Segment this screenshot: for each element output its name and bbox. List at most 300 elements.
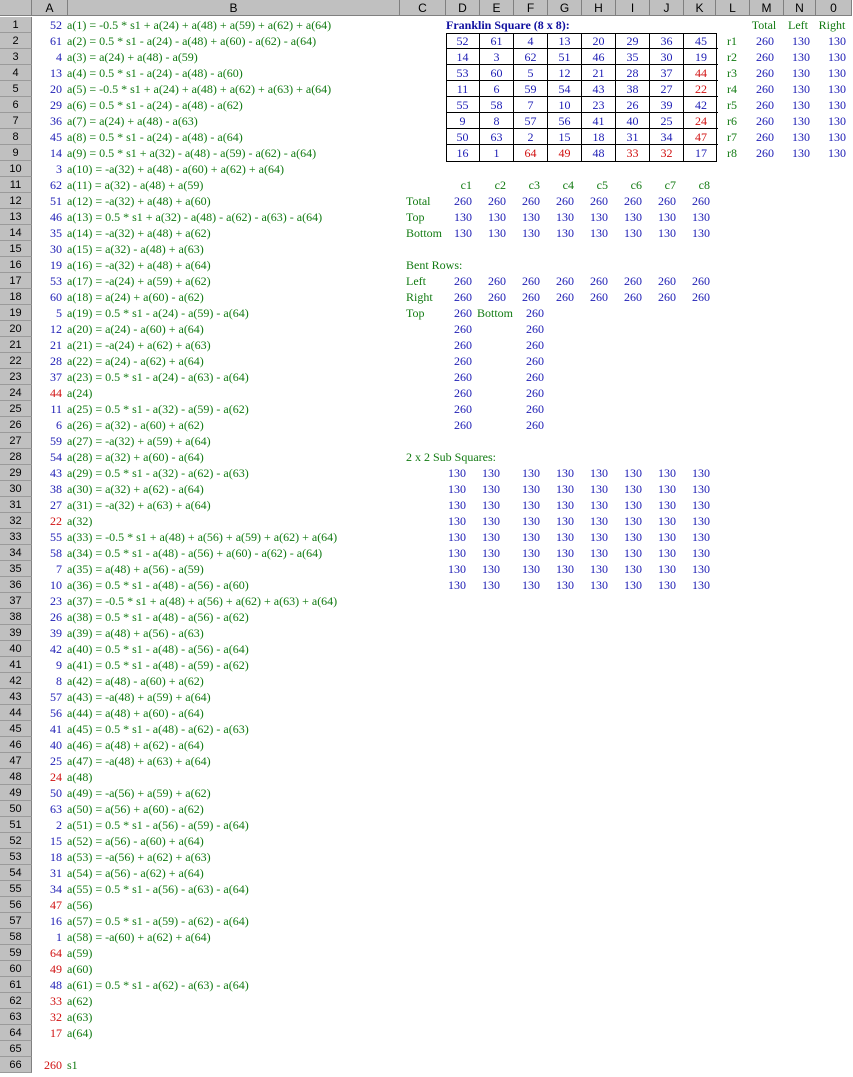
cell-b-formula[interactable]: a(21) = -a(24) + a(62) + a(63) [67, 338, 211, 352]
cell-a-value[interactable]: 31 [50, 866, 62, 880]
cell-b-formula[interactable]: s1 [67, 1058, 78, 1072]
square-cell[interactable]: 23 [582, 97, 616, 113]
row-header[interactable]: 49 [0, 785, 32, 801]
row-header[interactable]: 24 [0, 385, 32, 401]
row-header[interactable]: 26 [0, 417, 32, 433]
cell-a-value[interactable]: 28 [50, 354, 62, 368]
row-sum: 260 [756, 66, 774, 80]
row-header[interactable]: 7 [0, 113, 32, 129]
square-cell[interactable]: 52 [446, 33, 480, 49]
column-header[interactable]: B [68, 0, 400, 16]
row-header[interactable]: 59 [0, 945, 32, 961]
cell-b-formula[interactable]: a(40) = 0.5 * s1 - a(48) - a(56) - a(64) [67, 642, 249, 656]
cell-a-value[interactable]: 19 [50, 258, 62, 272]
row-header[interactable]: 62 [0, 993, 32, 1009]
row-header[interactable]: 48 [0, 769, 32, 785]
row-header[interactable]: 51 [0, 817, 32, 833]
square-cell[interactable]: 31 [616, 129, 650, 145]
cell-b-formula[interactable]: a(46) = a(48) + a(62) - a(64) [67, 738, 204, 752]
row-header[interactable]: 16 [0, 257, 32, 273]
square-cell[interactable]: 1 [480, 145, 514, 161]
cell-b-formula[interactable]: a(63) [67, 1010, 93, 1024]
col-value: 260 [624, 194, 642, 208]
cell-a-value[interactable]: 42 [50, 642, 62, 656]
cell-b-formula[interactable]: a(64) [67, 1026, 93, 1040]
row-header[interactable]: 29 [0, 465, 32, 481]
cell-b-formula[interactable]: a(17) = -a(24) + a(59) + a(62) [67, 274, 211, 288]
square-cell[interactable]: 17 [695, 146, 707, 160]
row-header[interactable]: 58 [0, 929, 32, 945]
cell-b-formula[interactable]: a(14) = -a(32) + a(48) + a(62) [67, 226, 211, 240]
row-header[interactable]: 46 [0, 737, 32, 753]
square-cell[interactable]: 61 [480, 33, 514, 49]
cell-b-formula[interactable]: a(19) = 0.5 * s1 - a(24) - a(59) - a(64) [67, 306, 249, 320]
cell-b-formula[interactable]: a(30) = a(32) + a(62) - a(64) [67, 482, 204, 496]
row-header[interactable]: 5 [0, 81, 32, 97]
col-value: 130 [454, 226, 472, 240]
cell-b-formula[interactable]: a(57) = 0.5 * s1 - a(59) - a(62) - a(64) [67, 914, 249, 928]
column-header[interactable]: D [446, 0, 480, 16]
square-cell[interactable]: 44 [684, 65, 718, 81]
square-cell[interactable]: 6 [480, 81, 514, 97]
select-all-corner[interactable] [0, 0, 32, 16]
cell-b-formula[interactable]: a(26) = a(32) - a(60) + a(62) [67, 418, 204, 432]
square-cell[interactable]: 24 [684, 113, 718, 129]
cell-a-value[interactable]: 27 [50, 498, 62, 512]
cell-a-value[interactable]: 43 [50, 466, 62, 480]
cell-b-formula[interactable]: a(55) = 0.5 * s1 - a(56) - a(63) - a(64) [67, 882, 249, 896]
square-cell[interactable]: 14 [446, 49, 480, 65]
square-cell[interactable]: 38 [616, 81, 650, 97]
cell-b-formula[interactable]: a(48) [67, 770, 93, 784]
cell-b-formula[interactable]: a(31) = -a(32) + a(63) + a(64) [67, 498, 211, 512]
square-cell[interactable]: 49 [548, 145, 582, 161]
cell-b-formula[interactable]: a(6) = 0.5 * s1 - a(24) - a(48) - a(62) [67, 98, 243, 112]
cell-b-formula[interactable]: a(42) = a(48) - a(60) + a(62) [67, 674, 204, 688]
cell-a-value[interactable]: 20 [50, 82, 62, 96]
square-cell[interactable]: 28 [616, 65, 650, 81]
cell-a-value[interactable]: 50 [50, 786, 62, 800]
row-header[interactable]: 11 [0, 177, 32, 193]
square-cell[interactable]: 43 [582, 81, 616, 97]
cell-b-formula[interactable]: a(35) = a(48) + a(56) - a(59) [67, 562, 204, 576]
cell-a-value[interactable]: 38 [50, 482, 62, 496]
cell-b-formula[interactable]: a(18) = a(24) + a(60) - a(62) [67, 290, 204, 304]
cell-a-value[interactable]: 53 [50, 274, 62, 288]
row-sum: 130 [828, 82, 846, 96]
square-cell[interactable]: 10 [548, 97, 582, 113]
column-header[interactable]: I [616, 0, 650, 16]
column-header[interactable]: K [684, 0, 716, 16]
cell-a-value[interactable]: 7 [56, 562, 62, 576]
row-header[interactable]: 42 [0, 673, 32, 689]
cell-b-formula[interactable]: a(47) = -a(48) + a(63) + a(64) [67, 754, 211, 768]
cell-a-value[interactable]: 61 [50, 34, 62, 48]
sub-square-value: 130 [692, 578, 710, 592]
cell-a-value[interactable]: 16 [50, 914, 62, 928]
square-cell[interactable]: 20 [582, 33, 616, 49]
cell-b-formula[interactable]: a(34) = 0.5 * s1 - a(48) - a(56) + a(60) - a(62) - a(64) [67, 546, 323, 560]
cell-a-value[interactable]: 3 [56, 162, 62, 176]
cell-b-formula[interactable]: a(12) = -a(32) + a(48) + a(60) [67, 194, 211, 208]
cell-b-formula[interactable]: a(39) = a(48) + a(56) - a(63) [67, 626, 204, 640]
square-cell[interactable]: 9 [446, 113, 480, 129]
row-header[interactable]: 28 [0, 449, 32, 465]
row-header[interactable]: 43 [0, 689, 32, 705]
cell-b-formula[interactable]: a(56) [67, 898, 93, 912]
row-header[interactable]: 61 [0, 977, 32, 993]
bent-left-value: 260 [692, 274, 710, 288]
square-cell[interactable]: 41 [582, 113, 616, 129]
square-cell[interactable]: 42 [684, 97, 718, 113]
row-header[interactable]: 31 [0, 497, 32, 513]
row-header[interactable]: 37 [0, 593, 32, 609]
square-cell[interactable]: 48 [582, 145, 616, 161]
row-header[interactable]: 9 [0, 145, 32, 161]
row-header[interactable]: 50 [0, 801, 32, 817]
cell-a-value[interactable]: 63 [50, 802, 62, 816]
col-header-label: c7 [664, 178, 676, 192]
row-header[interactable]: 40 [0, 641, 32, 657]
cell-a-value[interactable]: 30 [50, 242, 62, 256]
square-cell[interactable]: 4 [514, 33, 548, 49]
row-header[interactable]: 36 [0, 577, 32, 593]
cell-b-formula[interactable]: a(24) [67, 386, 93, 400]
column-header[interactable]: G [548, 0, 582, 16]
row-header[interactable]: 30 [0, 481, 32, 497]
square-cell[interactable]: 7 [514, 97, 548, 113]
square-cell[interactable]: 3 [480, 49, 514, 65]
sub-square-value: 130 [448, 578, 466, 592]
square-cell[interactable]: 26 [616, 97, 650, 113]
cell-a-value[interactable]: 22 [50, 514, 62, 528]
cell-a-value[interactable]: 260 [44, 1058, 62, 1072]
square-cell[interactable]: 18 [582, 129, 616, 145]
cell-b-formula[interactable]: a(3) = a(24) + a(48) - a(59) [67, 50, 198, 64]
cell-b-formula[interactable]: a(1) = -0.5 * s1 + a(24) + a(48) + a(59) + a(62) + a(64) [67, 18, 332, 32]
square-cell[interactable]: 56 [548, 113, 582, 129]
row-header[interactable]: 65 [0, 1041, 32, 1057]
cell-a-value[interactable]: 56 [50, 706, 62, 720]
square-cell[interactable]: 39 [650, 97, 684, 113]
cell-b-formula[interactable]: a(53) = -a(56) + a(62) + a(63) [67, 850, 211, 864]
cell-b-formula[interactable]: a(2) = 0.5 * s1 - a(24) - a(48) + a(60) - a(62) - a(64) [67, 34, 317, 48]
cell-b-formula[interactable]: a(45) = 0.5 * s1 - a(48) - a(62) - a(63) [67, 722, 249, 736]
cell-a-value[interactable]: 18 [50, 850, 62, 864]
row-header[interactable]: 3 [0, 49, 32, 65]
cell-b-formula[interactable]: a(23) = 0.5 * s1 - a(24) - a(63) - a(64) [67, 370, 249, 384]
square-cell[interactable]: 53 [446, 65, 480, 81]
column-header[interactable]: F [514, 0, 548, 16]
cell-b-formula[interactable]: a(58) = -a(60) + a(62) + a(64) [67, 930, 211, 944]
square-cell[interactable]: 25 [650, 113, 684, 129]
row-header[interactable]: 15 [0, 241, 32, 257]
square-cell[interactable]: 35 [616, 49, 650, 65]
square-cell[interactable]: 63 [480, 129, 514, 145]
row-header[interactable]: 23 [0, 369, 32, 385]
cell-b-formula[interactable]: a(44) = a(48) + a(60) - a(64) [67, 706, 204, 720]
cell-b-formula[interactable]: a(61) = 0.5 * s1 - a(62) - a(63) - a(64) [67, 978, 249, 992]
cell-a-value[interactable]: 11 [50, 402, 62, 416]
cell-a-value[interactable]: 4 [56, 50, 62, 64]
cell-a-value[interactable]: 13 [50, 66, 62, 80]
bent-top-value: 260 [454, 418, 472, 432]
cell-b-formula[interactable]: a(54) = a(56) - a(62) + a(64) [67, 866, 204, 880]
cell-a-value[interactable]: 52 [50, 18, 62, 32]
row-header[interactable]: 53 [0, 849, 32, 865]
cell-a-value[interactable]: 39 [50, 626, 62, 640]
col-header-label: c5 [596, 178, 608, 192]
row-header[interactable]: 27 [0, 433, 32, 449]
square-cell[interactable]: 55 [446, 97, 480, 113]
row-header[interactable]: 10 [0, 161, 32, 177]
row-header[interactable]: 39 [0, 625, 32, 641]
cell-a-value[interactable]: 6 [56, 418, 62, 432]
cell-a-value[interactable]: 59 [50, 434, 62, 448]
cell-a-value[interactable]: 60 [50, 290, 62, 304]
cell-a-value[interactable]: 8 [56, 674, 62, 688]
square-cell[interactable]: 64 [514, 145, 548, 161]
cell-b-formula[interactable]: a(60) [67, 962, 93, 976]
row-header[interactable]: 32 [0, 513, 32, 529]
square-cell[interactable]: 47 [684, 129, 718, 145]
cell-b-formula[interactable]: a(16) = -a(32) + a(48) + a(64) [67, 258, 211, 272]
row-header[interactable]: 34 [0, 545, 32, 561]
cell-a-value[interactable]: 46 [50, 210, 62, 224]
cell-a-value[interactable]: 12 [50, 322, 62, 336]
square-cell[interactable]: 46 [582, 49, 616, 65]
row-header[interactable]: 14 [0, 225, 32, 241]
square-cell[interactable]: 11 [446, 81, 480, 97]
cell-a-value[interactable]: 15 [50, 834, 62, 848]
cell-a-value[interactable]: 64 [50, 946, 62, 960]
square-cell[interactable]: 27 [650, 81, 684, 97]
cell-b-formula[interactable]: a(27) = -a(32) + a(59) + a(64) [67, 434, 211, 448]
square-cell[interactable]: 13 [548, 33, 582, 49]
sub-square-value: 130 [482, 530, 500, 544]
row-header[interactable]: 35 [0, 561, 32, 577]
cell-b-formula[interactable]: a(49) = -a(56) + a(59) + a(62) [67, 786, 211, 800]
cell-b-formula[interactable]: a(32) [67, 514, 93, 528]
row-header[interactable]: 12 [0, 193, 32, 209]
cell-a-value[interactable]: 24 [50, 770, 62, 784]
square-cell[interactable]: 2 [514, 129, 548, 145]
row-label: r7 [727, 130, 737, 144]
row-header[interactable]: 41 [0, 657, 32, 673]
column-header[interactable]: C [400, 0, 446, 16]
cell-a-value[interactable]: 36 [50, 114, 62, 128]
row-header[interactable]: 64 [0, 1025, 32, 1041]
square-cell[interactable]: 62 [514, 49, 548, 65]
cell-b-formula[interactable]: a(28) = a(32) + a(60) - a(64) [67, 450, 204, 464]
square-cell[interactable]: 33 [616, 145, 650, 161]
square-cell[interactable]: 60 [480, 65, 514, 81]
column-header[interactable]: H [582, 0, 616, 16]
cell-a-value[interactable]: 41 [50, 722, 62, 736]
cell-a-value[interactable]: 51 [50, 194, 62, 208]
square-cell[interactable]: 30 [650, 49, 684, 65]
cell-b-formula[interactable]: a(25) = 0.5 * s1 - a(32) - a(59) - a(62) [67, 402, 249, 416]
cell-a-value[interactable]: 25 [50, 754, 62, 768]
cell-b-formula[interactable]: a(4) = 0.5 * s1 - a(24) - a(48) - a(60) [67, 66, 243, 80]
cell-b-formula[interactable]: a(38) = 0.5 * s1 - a(48) - a(56) - a(62) [67, 610, 249, 624]
row-header[interactable]: 45 [0, 721, 32, 737]
row-sum: 130 [792, 146, 810, 160]
row-header[interactable]: 22 [0, 353, 32, 369]
row-header[interactable]: 2 [0, 33, 32, 49]
column-header[interactable]: E [480, 0, 514, 16]
square-cell[interactable]: 16 [446, 145, 480, 161]
cell-a-value[interactable]: 21 [50, 338, 62, 352]
cell-b-formula[interactable]: a(13) = 0.5 * s1 + a(32) - a(48) - a(62) - a(63) - a(64) [67, 210, 323, 224]
row-header[interactable]: 8 [0, 129, 32, 145]
square-cell[interactable]: 57 [514, 113, 548, 129]
cell-a-value[interactable]: 29 [50, 98, 62, 112]
cell-b-formula[interactable]: a(43) = -a(48) + a(59) + a(64) [67, 690, 211, 704]
cell-b-formula[interactable]: a(59) [67, 946, 93, 960]
row-header[interactable]: 18 [0, 289, 32, 305]
row-header[interactable]: 38 [0, 609, 32, 625]
row-header[interactable]: 47 [0, 753, 32, 769]
cell-a-value[interactable]: 1 [56, 930, 62, 944]
square-cell[interactable]: 34 [650, 129, 684, 145]
row-sum: 260 [756, 130, 774, 144]
cell-a-value[interactable]: 9 [56, 658, 62, 672]
cell-a-value[interactable]: 10 [50, 578, 62, 592]
cell-b-formula[interactable]: a(51) = 0.5 * s1 - a(56) - a(59) - a(64) [67, 818, 249, 832]
cell-b-formula[interactable]: a(37) = -0.5 * s1 + a(48) + a(56) + a(62) + a(63) + a(64) [67, 594, 338, 608]
cell-a-value[interactable]: 40 [50, 738, 62, 752]
bent-left-value: 260 [590, 274, 608, 288]
sub-square-value: 130 [522, 546, 540, 560]
cell-b-formula[interactable]: a(7) = a(24) + a(48) - a(63) [67, 114, 198, 128]
cell-a-value[interactable]: 55 [50, 530, 62, 544]
square-cell[interactable]: 58 [480, 97, 514, 113]
row-header[interactable]: 55 [0, 881, 32, 897]
cell-a-value[interactable]: 26 [50, 610, 62, 624]
square-cell[interactable]: 54 [548, 81, 582, 97]
cell-b-formula[interactable]: a(29) = 0.5 * s1 - a(32) - a(62) - a(63) [67, 466, 249, 480]
row-header[interactable]: 4 [0, 65, 32, 81]
square-cell[interactable]: 37 [650, 65, 684, 81]
cell-a-value[interactable]: 49 [50, 962, 62, 976]
sub-square-value: 130 [522, 562, 540, 576]
row-header[interactable]: 6 [0, 97, 32, 113]
row-header[interactable]: 60 [0, 961, 32, 977]
cell-a-value[interactable]: 62 [50, 178, 62, 192]
cell-a-value[interactable]: 34 [50, 882, 62, 896]
cell-b-formula[interactable]: a(5) = -0.5 * s1 + a(24) + a(48) + a(62) + a(63) + a(64) [67, 82, 332, 96]
cell-b-formula[interactable]: a(52) = a(56) - a(60) + a(64) [67, 834, 204, 848]
cell-b-formula[interactable]: a(62) [67, 994, 93, 1008]
cell-b-formula[interactable]: a(15) = a(32) - a(48) + a(63) [67, 242, 204, 256]
square-cell[interactable]: 21 [582, 65, 616, 81]
row-header[interactable]: 57 [0, 913, 32, 929]
square-cell[interactable]: 8 [480, 113, 514, 129]
cell-b-formula[interactable]: a(10) = -a(32) + a(48) - a(60) + a(62) + a(64) [67, 162, 284, 176]
row-sum: 130 [828, 50, 846, 64]
cell-a-value[interactable]: 47 [50, 898, 62, 912]
sub-square-value: 130 [624, 530, 642, 544]
square-cell[interactable]: 12 [548, 65, 582, 81]
square-cell[interactable]: 22 [684, 81, 718, 97]
cell-a-value[interactable]: 14 [50, 146, 62, 160]
bent-left-value: 260 [522, 274, 540, 288]
column-header[interactable]: L [716, 0, 750, 16]
row-header[interactable]: 21 [0, 337, 32, 353]
square-cell[interactable]: 59 [514, 81, 548, 97]
cell-a-value[interactable]: 58 [50, 546, 62, 560]
square-cell[interactable]: 5 [514, 65, 548, 81]
cell-a-value[interactable]: 23 [50, 594, 62, 608]
row-header[interactable]: 1 [0, 17, 32, 33]
row-header[interactable]: 54 [0, 865, 32, 881]
column-header[interactable]: J [650, 0, 684, 16]
square-cell[interactable]: 15 [548, 129, 582, 145]
bent-right-value: 260 [624, 290, 642, 304]
square-cell[interactable]: 40 [616, 113, 650, 129]
column-header[interactable]: 0 [816, 0, 852, 16]
cell-a-value[interactable]: 57 [50, 690, 62, 704]
square-cell[interactable]: 19 [684, 49, 718, 65]
sub-square-value: 130 [658, 562, 676, 576]
cell-b-formula[interactable]: a(8) = 0.5 * s1 - a(24) - a(48) - a(64) [67, 130, 243, 144]
cell-b-formula[interactable]: a(11) = a(32) - a(48) + a(59) [67, 178, 204, 192]
cell-b-formula[interactable]: a(36) = 0.5 * s1 - a(48) - a(56) - a(60) [67, 578, 249, 592]
row-header[interactable]: 19 [0, 305, 32, 321]
square-cell[interactable]: 36 [650, 33, 684, 49]
square-cell[interactable]: 32 [650, 145, 684, 161]
col-value: 130 [658, 210, 676, 224]
cell-a-value[interactable]: 32 [50, 1010, 62, 1024]
cell-a-value[interactable]: 35 [50, 226, 62, 240]
row-header[interactable]: 66 [0, 1057, 32, 1073]
cell-b-formula[interactable]: a(22) = a(24) - a(62) + a(64) [67, 354, 204, 368]
cell-b-formula[interactable]: a(41) = 0.5 * s1 - a(48) - a(59) - a(62) [67, 658, 249, 672]
square-cell[interactable]: 45 [684, 33, 718, 49]
bent-bottom-value: 260 [526, 386, 544, 400]
cell-a-value[interactable]: 2 [56, 818, 62, 832]
cell-b-formula[interactable]: a(33) = -0.5 * s1 + a(48) + a(56) + a(59) + a(62) + a(64) [67, 530, 338, 544]
column-header[interactable]: N [784, 0, 816, 16]
cell-a-value[interactable]: 48 [50, 978, 62, 992]
cell-a-value[interactable]: 17 [50, 1026, 62, 1040]
cell-a-value[interactable]: 33 [50, 994, 62, 1008]
square-cell[interactable]: 29 [616, 33, 650, 49]
square-cell[interactable]: 51 [548, 49, 582, 65]
cell-a-value[interactable]: 45 [50, 130, 62, 144]
row-header[interactable]: 17 [0, 273, 32, 289]
cell-b-formula[interactable]: a(20) = a(24) - a(60) + a(64) [67, 322, 204, 336]
cell-b-formula[interactable]: a(50) = a(56) + a(60) - a(62) [67, 802, 204, 816]
row-header[interactable]: 52 [0, 833, 32, 849]
row-header[interactable]: 13 [0, 209, 32, 225]
column-header[interactable]: A [32, 0, 68, 16]
cell-b-formula[interactable]: a(9) = 0.5 * s1 + a(32) - a(48) - a(59) - a(62) - a(64) [67, 146, 317, 160]
cell-a-value[interactable]: 37 [50, 370, 62, 384]
row-header[interactable]: 56 [0, 897, 32, 913]
cell-a-value[interactable]: 5 [56, 306, 62, 320]
row-header[interactable]: 25 [0, 401, 32, 417]
row-header[interactable]: 20 [0, 321, 32, 337]
cell-a-value[interactable]: 44 [50, 386, 62, 400]
cell-a-value[interactable]: 54 [50, 450, 62, 464]
row-header[interactable]: 33 [0, 529, 32, 545]
square-cell[interactable]: 50 [446, 129, 480, 145]
row-header[interactable]: 63 [0, 1009, 32, 1025]
column-header[interactable]: M [750, 0, 784, 16]
row-header[interactable]: 44 [0, 705, 32, 721]
